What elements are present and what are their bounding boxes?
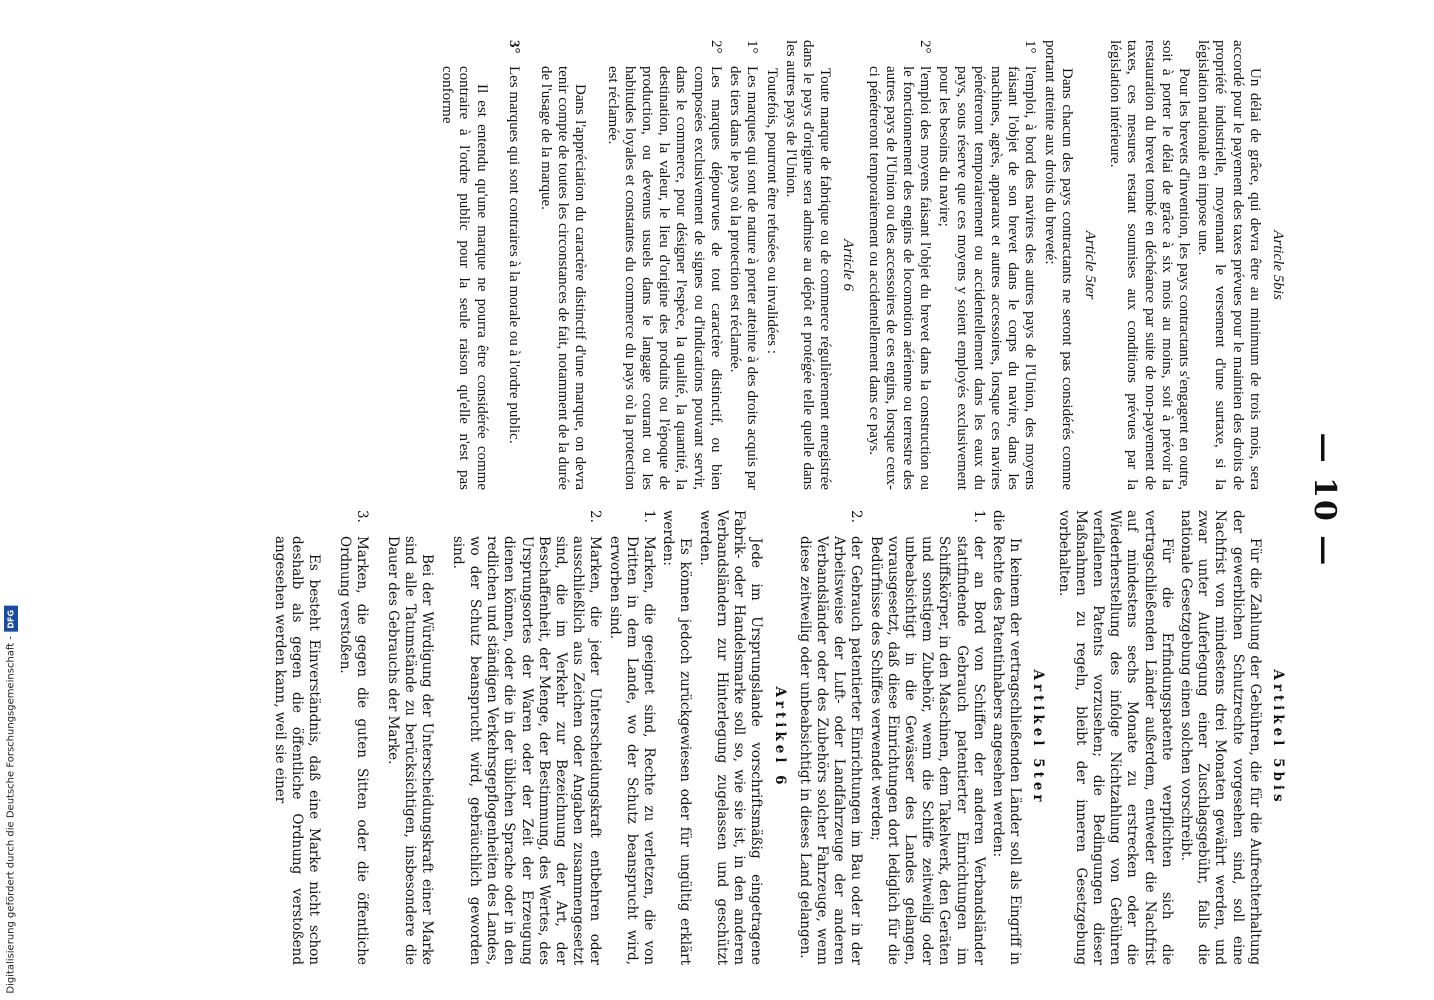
article-6-title-de: Artikel 6 [771,686,788,789]
item-text: Marken, die jeder Unterscheidungskraft entbehren oder ausschließlich aus Zeichen oder Angaben zusammengesetzt sind, die im Verkehr zur Bezeichnung der Art, der Beschaffenheit, der Menge, der Bestimmung, des Wertes, des Ursprungsortes der Waren oder der Zeit der Erzeugung dienen können, oder die in der üblichen Sprache oder in den redlichen und ständigen Verkehrsgepflogenheiten des Landes, wo der Schutz beansprucht wird, gebräuchlich geworden sind. [449,536,604,965]
article-6-item-fr [603,40,723,490]
article-5ter-intro-de: In keinem der vertragschließenden Länder soll als Eingriff in die Rechte des Patentinhabers angesehen werden: [989,510,1024,965]
item-text: l'emploi, à bord des navires des autres pays de l'Union, des moyens faisant l'objet de son brevet dans le corps du navire, dans les machines, agrès, apparaux et autres accessoires, lorsque ces navires pénétreront temporairement ou accidentellement dans les eaux du pays, sous réserve que ces moyens y soient employés exclusivement pour les besoins du navire; [936,66,1039,490]
credit-text: Digitalisierung gefördert durch die Deutsche Forschungsgemeinschaft - [5,636,17,994]
item-text: der Gebrauch patentierter Einrichtungen im Bau oder in der Arbeitsweise der Luft- oder Landfahrzeuge der anderen Verbandsländer oder des Zubehörs solcher Fahrzeuge, wenn diese zeitweilig oder unbeabsichtigt in dieses Land gelangen. [796,536,865,965]
article-6-p1-de: Jede im Ursprungslande vorschriftsmäßig eingetragene Fabrik- oder Handelsmarke soll so, wie sie ist, in den anderen Verbandsländern zur Hinterlegung zugelassen und geschützt werden. [696,510,765,965]
article-6-item-fr [505,40,522,490]
article-6-item-de [336,510,370,965]
item-number: 2. [587,510,604,523]
page-number: — 10 — [1307,432,1342,568]
item-text: l'emploi des moyens faisant l'objet du brevet dans la construction ou le fonctionnement des engins de locomotion aérienne ou terrestre des autres pays de l'Union ou des accessoires de ces engins, lorsque ceux-ci pénétreront temporairement ou accidentellement dans ce pays. [865,66,934,490]
article-6-item-de [605,510,657,965]
item-number: 1. [970,510,987,523]
item-number: 1° [1022,40,1039,54]
item-number: 1° [744,40,761,54]
article-5bis-title-fr: Article 5bis [1270,230,1286,300]
item-text: Marken, die geeignet sind, Rechte zu verletzen, die von Dritten in dem Lande, wo der Schutz beansprucht wird, erworben sind. [606,536,658,965]
item-text: Les marques dépourvues de tout caractère distinctif, ou bien composées exclusivement de signes ou d'indications pouvant servir, dans le commerce, pour désigner l'espèce, la qualité, la quantité, la destination, la valeur, le lieu d'origine des produits ou l'époque de production, ou devenus usuels dans le langage courant ou les habitudes loyales et constantes du commerce du pays où la protection est réclamée. [604,66,724,490]
item-number: 2° [707,40,724,54]
article-6-sub3-fr: Il est entendu qu'une marque ne pourra être considérée comme contraire à l'ordre public pour la seule raison qu'elle n'est pas conforme [439,66,490,490]
item-number: 2. [848,510,865,523]
article-5ter-item-de [866,510,986,965]
article-6-sub2-fr: Dans l'appréciation du caractère distinctif d'une marque, on devra tenir compte de toutes les circonstances de fait, notamment de la durée de l'usage de la marque. [538,66,589,491]
item-number: 1. [641,510,658,523]
item-text: Les marques qui sont contraires à la morale ou à l'ordre public. [505,66,522,444]
article-5ter-title-fr: Article 5ter [1081,230,1098,300]
french-column [423,40,1294,490]
article-5bis-p1-de: Für die Zahlung der Gebühren, die für die Aufrechterhaltung der gewerblichen Schutzrechte vorgesehen sind, soll eine Nachfrist von mindestens drei Monaten gewährt werden, und zwar unter Auferlegung einer Zuschlagsgebühr, falls die nationale Gesetzgebung einen solchen vorschreibt. [1177,510,1263,965]
dfg-logo-icon: DFG [4,606,18,632]
article-5bis-p1-fr: Un délai de grâce, qui devra être au minimum de trois mois, sera accordé pour le payement des taxes prévues pour le maintien des droits de propriété industrielle, moyennant le versement d'une surtaxe, si la législation nationale en impose une. [1195,40,1263,490]
article-5bis-p2-fr: Pour les brevets d'invention, les pays contractants s'engagent en outre, soit à porter le délai de grâce à six mois au moins, soit à prévoir la restauration du brevet tombé en déchéance par suite de non-payement de taxes, ces mesures restant soumises aux conditions prévues par la législation intérieure. [1107,40,1192,490]
article-6-p1-fr: Toute marque de fabrique ou de commerce régulièrement enregistrée dans le pays d'origine sera admise au dépôt et protégée telle quelle dans les autres pays de l'Union. [782,40,834,490]
article-6-item-fr [726,40,760,490]
item-number: 3° [505,40,522,54]
article-5bis-title-de: Artikel 5bis [1270,669,1286,806]
article-5ter-intro-fr: Dans chacun des pays contractants ne seront pas considérés comme portant atteinte aux droits du breveté: [1041,40,1075,490]
article-5ter-item-fr [864,40,933,490]
article-6-item-de [449,510,604,965]
article-5ter-title-de: Artikel 5ter [1030,669,1047,806]
item-text: der an Bord von Schiffen der anderen Verbandsländer stattfindende Gebrauch patentierter Einrichtungen im Schiffskörper, in den Maschinen, dem Takelwerk, den Geräten und sonstigem Zubehör, wenn die Schiffe zeitweilig oder unbeabsichtigt in die Gewässer des Landes gelangen, vorausgesetzt, daß diese Einrichtungen dort lediglich für die Bedürfnisse des Schiffes verwendet werden; [867,536,987,965]
article-5bis-p2-de: Für die Erfindungspatente verpflichten sich die vertragschließenden Länder außerdem, entweder die Nachfrist auf mindestens sechs Monate zu erstrecken oder die Wiederherstellung des infolge Nichtzahlung von Gebühren verfallenen Patents vorzusehen; die Bedingungen dieser Maßnahmen zu regeln, bleibt der inneren Gesetzgebung vorbehalten. [1055,510,1175,965]
article-5ter-item-fr [935,40,1038,490]
digitization-credit [4,606,18,994]
article-6-sub3-de: Es besteht Einverständnis, daß eine Marke nicht schon deshalb als gegen die öffentliche Ordnung verstoßend angesehen werden kann, weil sie einer [271,536,323,965]
german-column [257,510,1294,965]
item-text: Marken, die gegen die guten Sitten oder die öffentliche Ordnung verstoßen. [336,536,371,965]
article-6-p2-de: Es können jedoch zurückgewiesen oder für ungültig erklärt werden: [660,510,694,965]
item-number: 2° [917,40,934,54]
article-6-p2-fr: Toutefois, pourront être refusées ou invalidées : [763,68,780,354]
article-6-sub2-de: Bei der Würdigung der Unterscheidungskraft einer Marke sind alle Tatumstände zu berücksichtigen, insbesondere die Dauer des Gebrauchs der Marke. [384,536,436,965]
article-6-title-fr: Article 6 [840,238,857,292]
item-text: Les marques qui sont de nature à porter atteinte à des droits acquis par des tiers dans le pays où la protection est réclamée. [727,66,761,490]
article-5ter-item-de [796,510,865,965]
item-number: 3. [354,510,371,523]
